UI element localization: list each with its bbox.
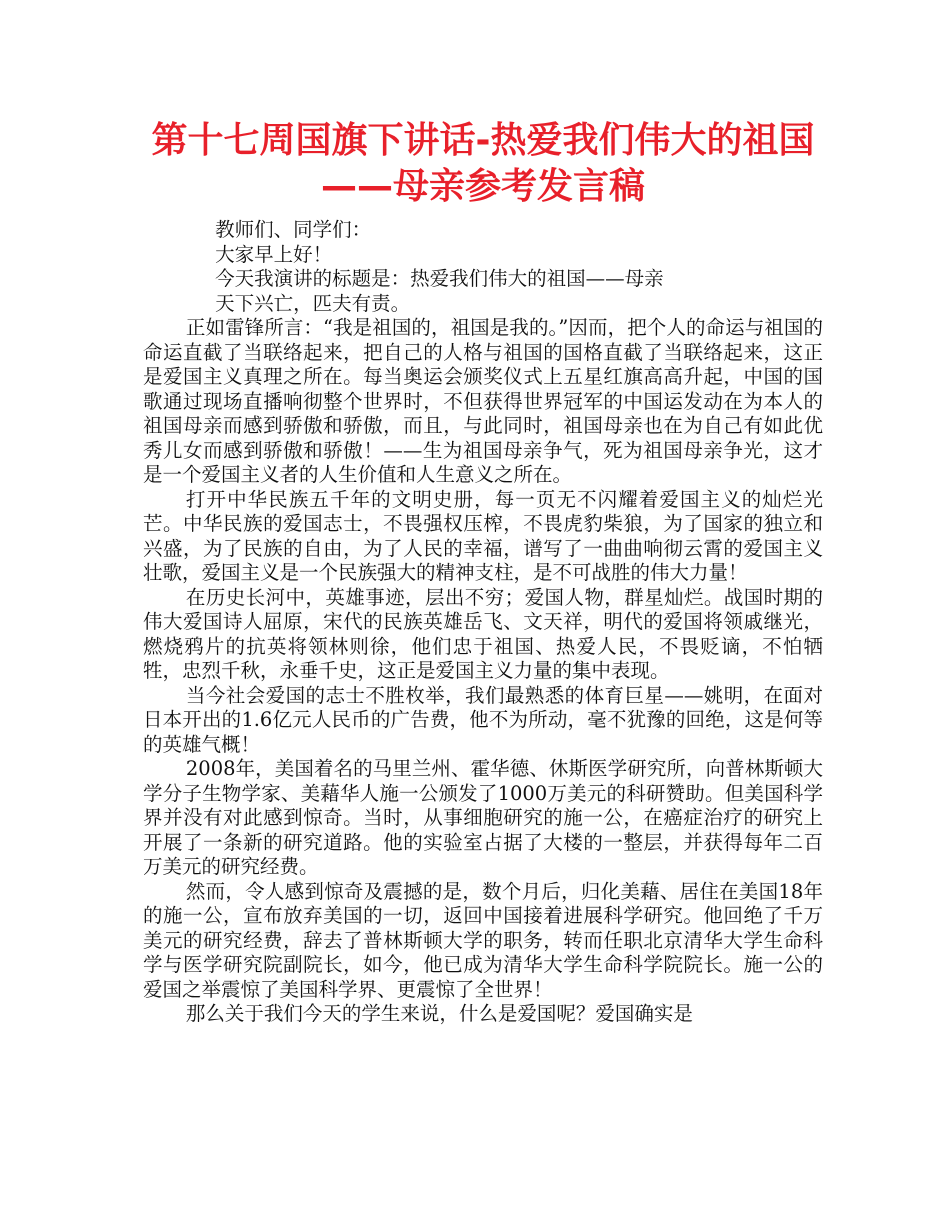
body-paragraph: 那么关于我们今天的学生来说，什么是爱国呢？爱国确实是 xyxy=(185,1002,693,1025)
body-paragraph: 2008年，美国着名的马里兰州、霍华德、休斯医学研究所，向普林斯顿大学分子生物学家、美藉华人施一公颁发了1000万美元的科研赞助。但美国科学界并没有对此感到惊奇。当时，从事细胞研究的施一公，在癌症治疗的研究上开展了一条新的研究道路。他的实验室占据了大楼的一整层，并获得每年二百万美元的研究经费。 xyxy=(143,757,823,878)
body-paragraph: 打开中华民族五千年的文明史册，每一页无不闪耀着爱国主义的灿烂光芒。中华民族的爱国志士，不畏强权压榨，不畏虎豹柴狼，为了国家的独立和兴盛，为了民族的自由，为了人民的幸福，谱写了一曲曲响彻云霄的爱国主义壮歌，爱国主义是一个民族强大的精神支柱，是不可战胜的伟大力量！ xyxy=(143,487,823,584)
title-line-1: 第十七周国旗下讲话-热爱我们伟大的祖国 xyxy=(151,120,815,161)
greeting-line: 天下兴亡，匹夫有责。 xyxy=(215,291,411,315)
document-page xyxy=(143,118,823,1027)
greeting-line: 今天我演讲的标题是：热爱我们伟大的祖国——母亲 xyxy=(215,267,664,290)
body-paragraph: 在历史长河中，英雄事迹，层出不穷；爱国人物，群星灿烂。战国时期的伟大爱国诗人屈原，宋代的民族英雄岳飞、文天祥，明代的爱国将领戚继光，燃烧鸦片的抗英将领林则徐，他们忠于祖国、热爱人民，不畏贬谪，不怕牺牲，忠烈千秋，永垂千史，这正是爱国主义力量的集中表现。 xyxy=(143,585,823,682)
greeting-line: 教师们、同学们： xyxy=(215,218,372,241)
document-body xyxy=(143,218,823,1027)
body-paragraph: 正如雷锋所言：“我是祖国的，祖国是我的。”因而，把个人的命运与祖国的命运直截了当联络起来，把自己的人格与祖国的国格直截了当联络起来，这正是爱国主义真理之所在。每当奥运会颁奖仪式上五星红旗高高升起，中国的国歌通过现场直播响彻整个世界时，不但获得世界冠军的中国运发动在为本人的祖国母亲而感到骄傲和骄傲，而且，与此同时，祖国母亲也在为自己有如此优秀儿女而感到骄傲和骄傲！——生为祖国母亲争气，死为祖国母亲争光，这才是一个爱国主义者的人生价值和人生意义之所在。 xyxy=(143,316,823,486)
body-paragraph: 当今社会爱国的志士不胜枚举，我们最熟悉的体育巨星——姚明，在面对日本开出的1.6亿元人民币的广告费，他不为所动，毫不犹豫的回绝，这是何等的英雄气概！ xyxy=(143,683,823,756)
title-line-2: ——母亲参考发言稿 xyxy=(320,166,645,207)
body-paragraph: 然而，令人感到惊奇及震撼的是，数个月后，归化美藉、居住在美国18年的施一公，宣布放弃美国的一切，返回中国接着进展科学研究。他回绝了千万美元的研究经费，辞去了普林斯顿大学的职务，转而任职北京清华大学生命科学与医学研究院副院长，如今，他已成为清华大学生命科学院院长。施一公的爱国之举震惊了美国科学界、更震惊了全世界！ xyxy=(143,879,823,1001)
document-title xyxy=(143,118,823,210)
greeting-line: 大家早上好！ xyxy=(215,242,333,266)
